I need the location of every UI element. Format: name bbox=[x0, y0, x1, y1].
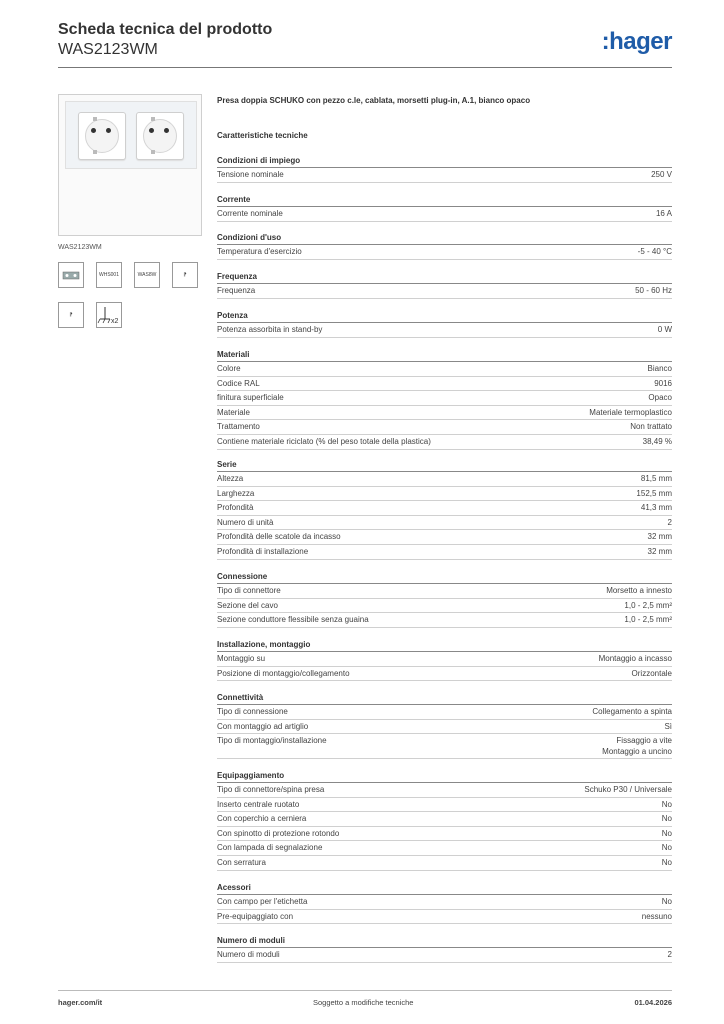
spec-value: Collegamento a spinta bbox=[592, 707, 672, 716]
spec-value: 250 V bbox=[651, 170, 672, 179]
spec-label: Con lampada di segnalazione bbox=[217, 843, 323, 853]
page-title: Scheda tecnica del prodotto bbox=[58, 21, 273, 38]
spec-section bbox=[217, 155, 672, 183]
spec-row bbox=[217, 323, 672, 338]
spec-value: Bianco bbox=[647, 364, 672, 373]
spec-section bbox=[217, 310, 672, 338]
product-code: WAS2123WM bbox=[58, 41, 158, 58]
section-heading: Connessione bbox=[217, 571, 672, 584]
spec-row bbox=[217, 245, 672, 260]
spec-label: Inserto centrale ruotato bbox=[217, 799, 300, 809]
spec-label: Sezione del cavo bbox=[217, 600, 278, 610]
spec-label: finitura superficiale bbox=[217, 393, 284, 403]
spec-label: Potenza assorbita in stand-by bbox=[217, 325, 323, 334]
spec-value: 32 mm bbox=[647, 546, 672, 556]
spec-label: Contiene materiale riciclato (% del peso totale della plastica) bbox=[217, 436, 431, 446]
spec-value: 1,0 - 2,5 mm² bbox=[624, 615, 672, 625]
spec-row bbox=[217, 798, 672, 813]
socket-left bbox=[78, 112, 126, 160]
spec-label: Montaggio su bbox=[217, 654, 266, 663]
image-caption: WAS2123WM bbox=[58, 244, 102, 251]
spec-section bbox=[217, 349, 672, 450]
spec-label: Posizione di montaggio/collegamento bbox=[217, 668, 350, 678]
spec-label: Frequenza bbox=[217, 286, 256, 295]
spec-row bbox=[217, 501, 672, 516]
spec-value: Schuko P30 / Universale bbox=[584, 785, 672, 794]
spec-label: Colore bbox=[217, 364, 241, 373]
section-heading: Acessori bbox=[217, 882, 672, 895]
footer-date: 01.04.2026 bbox=[634, 998, 672, 1007]
spec-row bbox=[217, 599, 672, 614]
socket-right bbox=[136, 112, 184, 160]
spec-row bbox=[217, 812, 672, 827]
section-heading: Condizioni d'uso bbox=[217, 232, 672, 245]
spec-row bbox=[217, 613, 672, 628]
spec-row bbox=[217, 435, 672, 450]
section-heading: Frequenza bbox=[217, 271, 672, 284]
spec-value: Opaco bbox=[648, 393, 672, 403]
spec-row bbox=[217, 895, 672, 910]
spec-row bbox=[217, 856, 672, 871]
spec-value: 2 bbox=[667, 517, 672, 527]
section-heading: Serie bbox=[217, 459, 672, 472]
section-heading: Numero di moduli bbox=[217, 935, 672, 948]
spec-value: No bbox=[661, 843, 672, 853]
spec-value: -5 - 40 °C bbox=[637, 247, 672, 256]
spec-value-line: Montaggio a uncino bbox=[602, 747, 672, 757]
spec-row bbox=[217, 472, 672, 487]
spec-value: No bbox=[661, 814, 672, 824]
section-heading: Corrente bbox=[217, 194, 672, 207]
spec-value: nessuno bbox=[641, 911, 672, 921]
spec-row bbox=[217, 377, 672, 392]
spec-section bbox=[217, 232, 672, 260]
spec-value: Montaggio a incasso bbox=[598, 654, 672, 663]
spec-label: Corrente nominale bbox=[217, 209, 283, 218]
spec-row bbox=[217, 705, 672, 720]
earth-x2-icon bbox=[96, 302, 122, 328]
spec-row bbox=[217, 420, 672, 435]
spec-value: No bbox=[661, 799, 672, 809]
main-section-title: Caratteristiche tecniche bbox=[217, 131, 308, 140]
spec-row bbox=[217, 487, 672, 502]
spec-label: Altezza bbox=[217, 474, 244, 483]
spec-label: Tipo di connettore/spina presa bbox=[217, 785, 325, 794]
spec-row bbox=[217, 667, 672, 682]
spec-section bbox=[217, 770, 672, 871]
spec-value: 50 - 60 Hz bbox=[635, 286, 672, 295]
spec-row bbox=[217, 391, 672, 406]
spec-value: Orizzontale bbox=[631, 668, 672, 678]
spec-value: No bbox=[661, 828, 672, 838]
spec-label: Larghezza bbox=[217, 488, 255, 498]
spec-row bbox=[217, 783, 672, 798]
spec-row bbox=[217, 545, 672, 560]
spec-label: Con campo per l'etichetta bbox=[217, 897, 308, 906]
spec-row bbox=[217, 948, 672, 963]
spec-value: 16 A bbox=[655, 209, 672, 218]
spec-row bbox=[217, 362, 672, 377]
spec-row bbox=[217, 584, 672, 599]
footer-note: Soggetto a modifiche tecniche bbox=[313, 998, 414, 1007]
spec-label: Codice RAL bbox=[217, 378, 260, 388]
spec-value: 38,49 % bbox=[642, 436, 672, 446]
spec-label: Sezione conduttore flessibile senza guaina bbox=[217, 615, 369, 625]
section-heading: Connettività bbox=[217, 692, 672, 705]
spec-section bbox=[217, 935, 672, 963]
spec-row bbox=[217, 406, 672, 421]
spec-label: Tipo di montaggio/installazione bbox=[217, 736, 327, 746]
spec-section bbox=[217, 571, 672, 628]
spec-value: 9016 bbox=[654, 378, 672, 388]
spec-row bbox=[217, 910, 672, 925]
spec-label: Numero di unità bbox=[217, 517, 274, 527]
spec-label: Materiale bbox=[217, 407, 250, 417]
spec-row bbox=[217, 841, 672, 856]
socket-thumbnail-icon bbox=[58, 262, 84, 288]
plug-symbol-icon: ⁋ bbox=[172, 262, 198, 288]
spec-value: Non trattato bbox=[630, 422, 672, 432]
hager-logo: :hager bbox=[601, 28, 672, 55]
spec-value: 41,3 mm bbox=[640, 503, 672, 513]
footer-divider bbox=[58, 990, 672, 991]
spec-row bbox=[217, 168, 672, 183]
spec-row bbox=[217, 516, 672, 531]
spec-label: Con coperchio a cerniera bbox=[217, 814, 307, 824]
product-image bbox=[58, 94, 202, 236]
spec-label: Pre-equipaggiato con bbox=[217, 911, 294, 921]
footer-website: hager.com/it bbox=[58, 998, 103, 1007]
spec-row bbox=[217, 207, 672, 222]
spec-label: Tipo di connettore bbox=[217, 586, 281, 595]
spec-value: 2 bbox=[667, 950, 672, 959]
spec-section bbox=[217, 882, 672, 924]
spec-label: Profondità di installazione bbox=[217, 546, 309, 556]
spec-value: 81,5 mm bbox=[640, 474, 672, 483]
spec-value: 1,0 - 2,5 mm² bbox=[624, 600, 672, 610]
spec-value: 32 mm bbox=[647, 532, 672, 542]
spec-label: Con serratura bbox=[217, 857, 266, 867]
spec-value: Morsetto a innesto bbox=[606, 586, 672, 595]
dimension-drawing-icon: WHS001 bbox=[96, 262, 122, 288]
spec-section bbox=[217, 459, 672, 560]
spec-value: 0 W bbox=[657, 325, 672, 334]
spec-label: Con spinotto di protezione rotondo bbox=[217, 828, 340, 838]
spec-label: Numero di moduli bbox=[217, 950, 280, 959]
svg-text:x2: x2 bbox=[111, 318, 119, 325]
spec-label: Tensione nominale bbox=[217, 170, 284, 179]
page-header bbox=[58, 20, 672, 66]
spec-section bbox=[217, 271, 672, 299]
section-heading: Condizioni di impiego bbox=[217, 155, 672, 168]
section-heading: Installazione, montaggio bbox=[217, 639, 672, 652]
spec-label: Trattamento bbox=[217, 422, 260, 432]
spec-row bbox=[217, 720, 672, 735]
spec-section bbox=[217, 639, 672, 681]
spec-row bbox=[217, 530, 672, 545]
plug-symbol-icon-2: ⁋ bbox=[58, 302, 84, 328]
spec-label: Profondità delle scatole da incasso bbox=[217, 532, 341, 542]
spec-row bbox=[217, 734, 672, 759]
spec-value: No bbox=[661, 857, 672, 867]
section-heading: Potenza bbox=[217, 310, 672, 323]
socket-plate bbox=[65, 101, 197, 169]
spec-value: Sì bbox=[664, 721, 672, 731]
spec-value bbox=[602, 734, 672, 758]
spec-value: Materiale termoplastico bbox=[589, 407, 672, 417]
spec-label: Con montaggio ad artiglio bbox=[217, 721, 309, 731]
spec-value: 152,5 mm bbox=[636, 488, 672, 498]
spec-row bbox=[217, 827, 672, 842]
header-divider bbox=[58, 67, 672, 68]
spec-value: No bbox=[661, 897, 672, 906]
section-heading: Materiali bbox=[217, 349, 672, 362]
spec-value-line: Fissaggio a vite bbox=[616, 736, 672, 746]
spec-row bbox=[217, 284, 672, 299]
spec-row bbox=[217, 652, 672, 667]
spec-label: Temperatura d'esercizio bbox=[217, 247, 302, 256]
product-description: Presa doppia SCHUKO con pezzo c.le, cablata, morsetti plug-in, A.1, bianco opaco bbox=[217, 96, 531, 105]
spec-section bbox=[217, 194, 672, 222]
spec-label: Profondità bbox=[217, 503, 254, 513]
label-icon: WAS8W bbox=[134, 262, 160, 288]
section-heading: Equipaggiamento bbox=[217, 770, 672, 783]
spec-label: Tipo di connessione bbox=[217, 707, 288, 716]
spec-section bbox=[217, 692, 672, 759]
